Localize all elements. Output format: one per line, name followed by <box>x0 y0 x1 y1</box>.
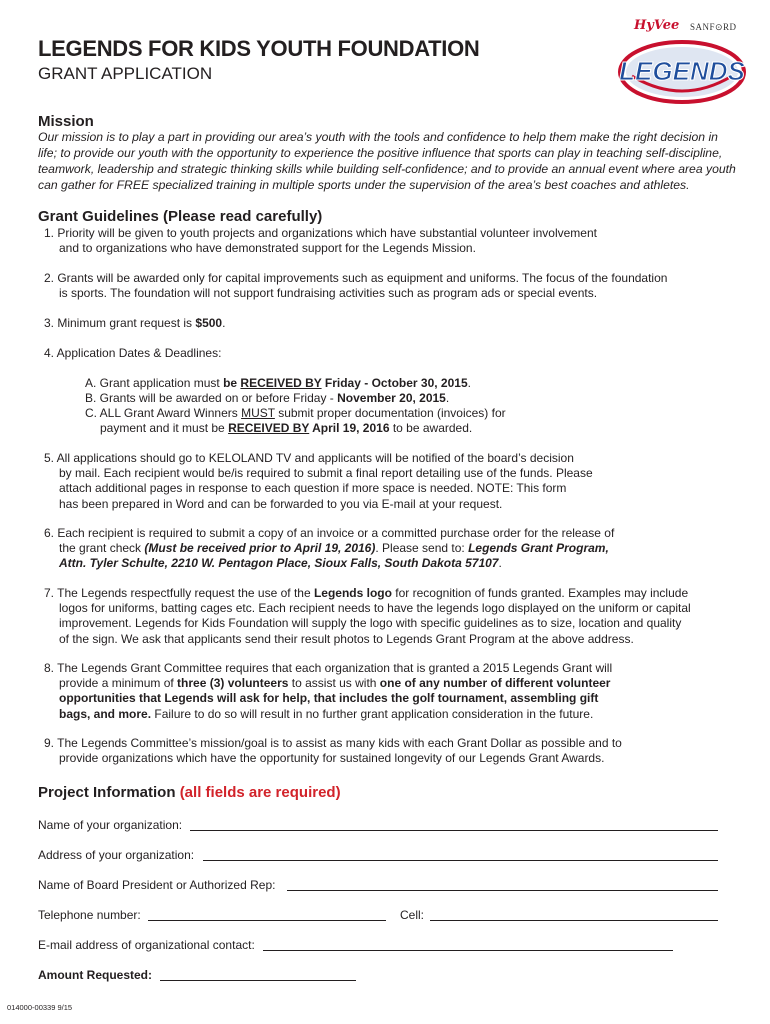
legends-logo-text: LEGENDS <box>619 56 745 86</box>
president-label: Name of Board President or Authorized Rep: <box>38 878 276 892</box>
deadline-date: April 19, 2016 <box>309 421 390 435</box>
deadline-date: November 20, 2015 <box>337 391 446 405</box>
deadline-text: . <box>467 376 471 390</box>
guideline-line: 4. Application Dates & Deadlines: <box>44 346 222 360</box>
guideline-1 <box>44 226 734 256</box>
guideline-line: is sports. The foundation will not support fundraising activities such as program ads or special events. <box>59 286 598 301</box>
guidelines-heading: Grant Guidelines (Please read carefully) <box>38 208 323 225</box>
guideline-9 <box>44 736 734 766</box>
form-code: 014000-00339 9/15 <box>7 1003 73 1012</box>
guideline-line: by mail. Each recipient would be/is required to submit a final report detailing use of the funds. Please <box>59 466 593 481</box>
deadline-a <box>85 376 685 391</box>
guideline-line: 2. Grants will be awarded only for capital improvements such as equipment and uniforms. The focus of the foundation <box>44 271 668 285</box>
volunteer-note: opportunities that Legends will ask for help, that includes the golf tournament, assembling gift <box>59 691 599 706</box>
guideline-4 <box>44 346 734 361</box>
volunteer-note: one of any number of different volunteer <box>379 676 611 691</box>
volunteer-count: three (3) volunteers <box>177 676 289 691</box>
page-title: LEGENDS FOR KIDS YOUTH FOUNDATION <box>38 36 480 61</box>
minimum-amount: $500 <box>195 316 223 330</box>
deadline-text: . <box>445 391 450 405</box>
guideline-2 <box>44 271 734 301</box>
guideline-line <box>44 691 734 706</box>
guideline-line: 6. Each recipient is required to submit a copy of an invoice or a committed purchase order for the release of <box>44 526 615 540</box>
deadline-date: Friday - October 30, 2015 <box>321 376 468 390</box>
amount-field[interactable] <box>160 980 356 981</box>
guideline-line: 9. The Legends Committee’s mission/goal is to assist as many kids with each Grant Dollar as possible and to <box>44 736 622 750</box>
legends-logo <box>612 36 752 104</box>
deadline-b <box>85 391 685 406</box>
cell-label: Cell: <box>400 908 425 922</box>
deadline-note: (Must be received prior to April 19, 2016) <box>144 541 376 556</box>
guideline-line: 1. Priority will be given to youth projects and organizations which have substantial volunteer involvement <box>44 226 597 240</box>
page-subtitle: GRANT APPLICATION <box>38 64 213 83</box>
mailing-address: Attn. Tyler Schulte, 2210 W. Pentagon Place, Sioux Falls, South Dakota 57107 <box>59 556 499 571</box>
deadline-text: C. ALL Grant Award Winners <box>85 406 242 420</box>
guideline-text: . <box>222 316 226 330</box>
telephone-label: Telephone number: <box>38 908 141 922</box>
project-info-heading <box>38 784 341 801</box>
guideline-line: and to organizations who have demonstrated support for the Legends Mission. <box>59 241 476 256</box>
guideline-line: 8. The Legends Grant Committee requires that each organization that is granted a 2015 Legends Grant will <box>44 661 613 675</box>
guideline-7 <box>44 586 734 647</box>
required-note: (all fields are required) <box>179 784 341 801</box>
deadline-text: payment and it must be <box>100 421 229 435</box>
guideline-line: of the sign. We ask that applicants send their result photos to Legends Grant Program at the above address. <box>59 631 634 646</box>
president-field[interactable] <box>287 890 718 891</box>
guideline-line: bags, and more. Failure to do so will result in no further grant application consideration in the future. <box>59 706 594 721</box>
guideline-line: attach additional pages in response to each question if more space is needed. NOTE: This form <box>59 481 567 496</box>
deadline-received-by: RECEIVED BY <box>228 421 310 435</box>
mission-text: Our mission is to play a part in providing our area’s youth with the tools and confidence to help them make the right decision in life; to provide our youth with the opportunity to experience the positive influence that sports can play in teaching self-discipline, teamwork, leadership and strategic thinking skills while building self-confidence; and to provide an annual event where area youth can gather for FREE specialized training in multiple sports under the supervision of the area’s best coaches and athletes. <box>38 130 736 192</box>
deadline-text: B. Grants will be awarded on or before Friday - <box>85 391 338 405</box>
guideline-8 <box>44 661 734 722</box>
guideline-line: the grant check (Must be received prior to April 19, 2016). Please send to: Legends Grant Program, <box>59 541 609 556</box>
sanford-logo: SANF⊙RD <box>690 22 737 32</box>
volunteer-note: bags, and more. <box>59 706 152 721</box>
deadline-received-by: RECEIVED BY <box>240 376 322 390</box>
telephone-field[interactable] <box>148 920 386 921</box>
deadline-c <box>85 406 685 421</box>
hyvee-logo: HyVee <box>634 18 680 33</box>
guideline-line: Attn. Tyler Schulte, 2210 W. Pentagon Place, Sioux Falls, South Dakota 57107. <box>59 556 502 571</box>
legends-logo-mention: Legends logo <box>313 586 392 600</box>
org-name-label: Name of your organization: <box>38 818 183 832</box>
sponsor-logos <box>612 18 752 108</box>
org-address-label: Address of your organization: <box>38 848 195 862</box>
amount-label: Amount Requested: <box>38 968 152 982</box>
guideline-line: has been prepared in Word and can be forwarded to you via E-mail at your request. <box>59 496 503 511</box>
mission-heading: Mission <box>38 113 94 130</box>
deadline-text: submit proper documentation (invoices) for <box>274 406 506 420</box>
deadline-must: MUST <box>241 406 275 420</box>
cell-field[interactable] <box>430 920 718 921</box>
guideline-line: provide organizations which have the opportunity for sustained longevity of our Legends Grant Awards. <box>59 751 605 766</box>
guideline-line: provide a minimum of three (3) volunteers to assist us with one of any number of different volunteer <box>59 676 611 691</box>
guideline-6 <box>44 526 734 572</box>
guideline-3 <box>44 316 734 331</box>
email-field[interactable] <box>263 950 673 951</box>
deadline-text: to be awarded. <box>389 421 473 435</box>
org-address-field[interactable] <box>203 860 718 861</box>
guideline-line: 7. The Legends respectfully request the use of the Legends logo for recognition of funds granted. Examples may include <box>44 586 689 600</box>
guideline-5 <box>44 451 734 512</box>
deadline-text: be <box>223 376 241 390</box>
guideline-text: 3. Minimum grant request is <box>44 316 196 330</box>
deadline-text: A. Grant application must <box>85 376 224 390</box>
deadline-c-cont <box>100 421 700 436</box>
project-info-title: Project Information <box>38 784 176 801</box>
guideline-line: 5. All applications should go to KELOLAND TV and applicants will be notified of the board’s decision <box>44 451 574 465</box>
guideline-line: improvement. Legends for Kids Foundation will supply the logo with specific guidelines as to size, location and quality <box>59 616 682 631</box>
email-label: E-mail address of organizational contact: <box>38 938 255 952</box>
guideline-line: logos for uniforms, batting cages etc. Each recipient needs to have the legends logo displayed on the uniform or capital <box>59 601 691 616</box>
mailing-address: Legends Grant Program, <box>468 541 609 556</box>
org-name-field[interactable] <box>190 830 718 831</box>
